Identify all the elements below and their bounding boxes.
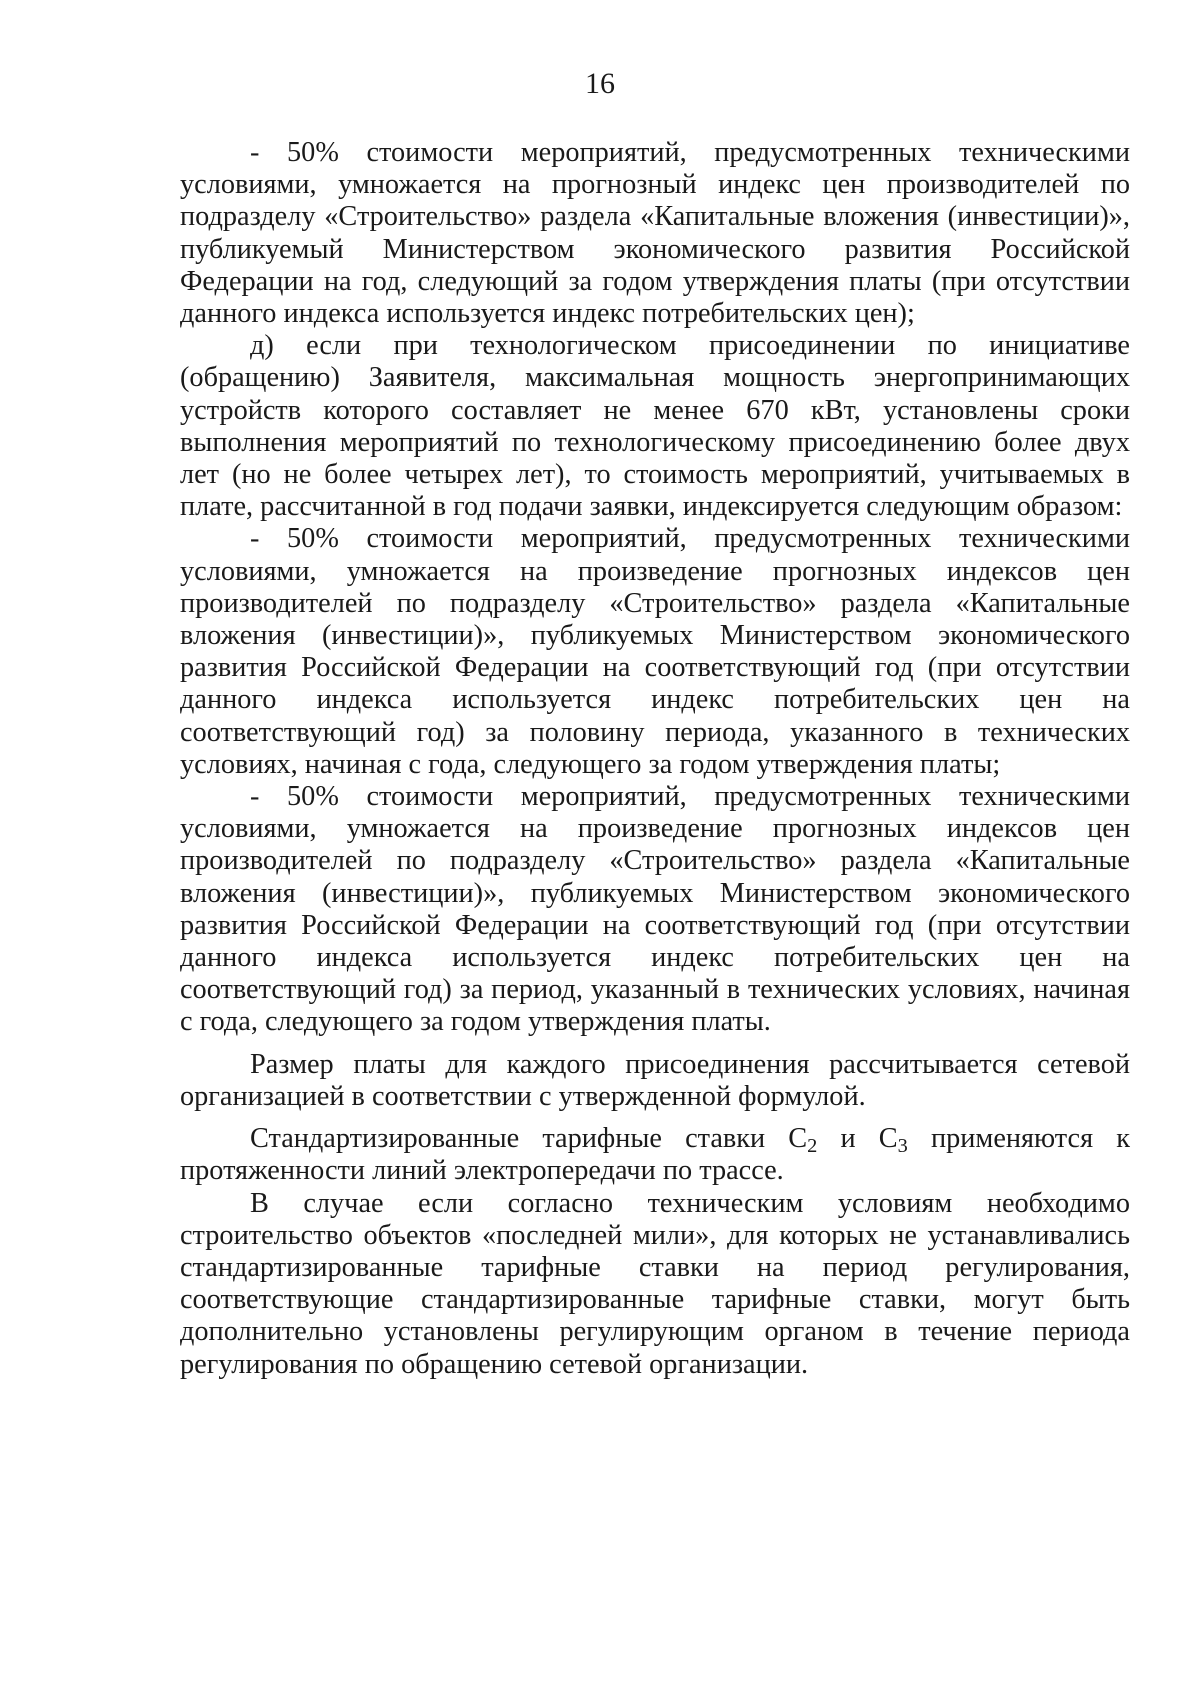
rate-c3 bbox=[878, 1123, 908, 1158]
rate-c2 bbox=[788, 1123, 818, 1158]
page-number: 16 bbox=[585, 67, 615, 100]
rate-c3-letter: С bbox=[878, 1123, 898, 1155]
paragraph-tariff-rates bbox=[180, 1123, 1130, 1187]
rate-c3-index: 3 bbox=[897, 1135, 908, 1158]
paragraph-item-d: д) если при технологическом присоединении по инициативе (обращению) Заявителя, максимальная мощность энергопринимающих устройств которого составляет не менее 670 кВт, установлены сроки выполнения мероприятий по технологическому присоединению более двух лет (но не более четырех лет), то стоимость мероприятий, учитываемых в плате, рассчитанной в год подачи заявки, индексируется следующим образом: bbox=[180, 330, 1130, 523]
paragraph-item-2-full-period: - 50% стоимости мероприятий, предусмотренных техническими условиями, умножается на произведение прогнозных индексов цен производителей по подразделу «Строительство» раздела «Капитальные вложения (инвестиции)», публикуемых Министерством экономического развития Российской Федерации на соответствующий год (при отсутствии данного индекса используется индекс потребительских цен на соответствующий год) за период, указанный в технических условиях, начиная с года, следующего за годом утверждения платы. bbox=[180, 781, 1130, 1038]
document-body bbox=[180, 137, 1130, 1381]
paragraph-item-1: - 50% стоимости мероприятий, предусмотренных техническими условиями, умножается на прогнозный индекс цен производителей по подразделу «Строительство» раздела «Капитальные вложения (инвестиции)», публикуемый Министерством экономического развития Российской Федерации на год, следующий за годом утверждения платы (при отсутствии данного индекса используется индекс потребительских цен); bbox=[180, 137, 1130, 330]
tariff-rates-text-before: Стандартизированные тарифные ставки bbox=[250, 1123, 789, 1155]
tariff-rates-conjunction: и bbox=[817, 1123, 879, 1155]
paragraph-last-mile: В случае если согласно техническим условиям необходимо строительство объектов «последней мили», для которых не устанавливались стандартизированные тарифные ставки на период регулирования, соответствующие стандартизированные тарифные ставки, могут быть дополнительно установлены регулирующим органом в течение периода регулирования по обращению сетевой организации. bbox=[180, 1187, 1130, 1380]
rate-c2-letter: С bbox=[788, 1123, 808, 1155]
paragraph-item-1-half-period: - 50% стоимости мероприятий, предусмотренных техническими условиями, умножается на произведение прогнозных индексов цен производителей по подразделу «Строительство» раздела «Капитальные вложения (инвестиции)», публикуемых Министерством экономического развития Российской Федерации на соответствующий год (при отсутствии данного индекса используется индекс потребительских цен на соответствующий год) за половину периода, указанного в технических условиях, начиная с года, следующего за годом утверждения платы; bbox=[180, 523, 1130, 780]
rate-c2-index: 2 bbox=[807, 1135, 818, 1158]
paragraph-fee-size: Размер платы для каждого присоединения рассчитывается сетевой организацией в соответствии с утвержденной формулой. bbox=[180, 1048, 1130, 1112]
tariff-rates-text-after: применяются к протяженности линий электропередачи по трассе. bbox=[180, 1123, 1130, 1187]
